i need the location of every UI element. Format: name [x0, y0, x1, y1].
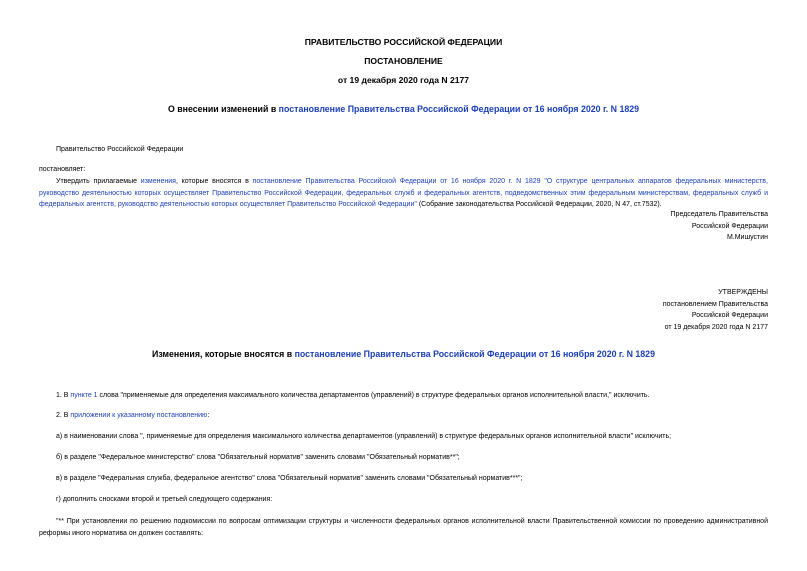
- item-2-text-b: :: [207, 412, 210, 419]
- approved-country: Российской Федерации: [691, 312, 768, 320]
- document-title: [0, 104, 807, 114]
- changes-link[interactable]: изменения: [140, 178, 176, 185]
- item-v: в) в разделе "Федеральная служба, федеральное агентство" слова "Обязательный норматив" заменить словами "Обязательный норматив***";: [56, 475, 523, 482]
- changes-title: [0, 349, 807, 359]
- title-resolution-link[interactable]: постановление Правительства Российской Федерации от 16 ноября 2020 г. N 1829: [278, 104, 640, 114]
- approved-by: постановлением Правительства: [662, 300, 768, 308]
- document-date-number: от 19 декабря 2020 года N 2177: [337, 75, 470, 85]
- government-heading: ПРАВИТЕЛЬСТВО РОССИЙСКОЙ ФЕДЕРАЦИИ: [304, 37, 503, 47]
- approved-date: от 19 декабря 2020 года N 2177: [664, 323, 768, 331]
- item-2-text-a: 2. В: [56, 412, 71, 419]
- main-paragraph: [39, 176, 768, 211]
- changes-title-prefix: Изменения, которые вносятся в: [152, 349, 295, 359]
- signature-country: Российской Федерации: [691, 222, 768, 230]
- signature-position: Председатель Правительства: [670, 211, 768, 218]
- footnote-paragraph: "** При установлении по решению подкомиссии по вопросам оптимизации структуры и численности федеральных органов исполнительной власти Правительственной комиссии по проведению административной реформы иного норматива он должен составлять:: [39, 518, 768, 537]
- signature-name: М.Мишустин: [726, 234, 768, 242]
- main-paragraph-text-b: , которые вносятся в: [175, 178, 253, 185]
- item-2: [56, 410, 209, 422]
- item-1-text-b: слова "применяемые для определения максимального количества департаментов (управлений) в структуре федеральных органов исполнительной власти," исключить.: [97, 392, 650, 399]
- item-b: б) в разделе "Федеральное министерство" слова "Обязательный норматив" заменить словами "Обязательный норматив**";: [56, 454, 460, 461]
- document-type-heading: ПОСТАНОВЛЕНИЕ: [364, 56, 443, 66]
- changes-title-link[interactable]: постановление Правительства Российской Федерации от 16 ноября 2020 г. N 1829: [294, 349, 655, 359]
- decides-line: постановляет:: [39, 166, 86, 173]
- signature-block: [671, 209, 768, 244]
- title-prefix: О внесении изменений в: [167, 104, 279, 114]
- government-line: Правительство Российской Федерации: [56, 146, 184, 153]
- item-1-text-a: 1. В: [56, 392, 71, 399]
- approved-block: [663, 287, 768, 333]
- approved-label: УТВЕРЖДЕНЫ: [718, 289, 768, 296]
- main-paragraph-text-c: (Собрание законодательства Российской Федерации, 2020, N 47, ст.7532).: [416, 201, 662, 209]
- item-1-link[interactable]: пункте 1: [70, 392, 98, 399]
- item-1: [56, 390, 650, 402]
- resolution-1829-link[interactable]: постановление Правительства Российской Федерации от 16 ноября 2020 г. N 1829 "О структуре центральных аппаратов федеральных министерств, руководство деятельностью которых осуществляет Правительство Российской Федерации, федеральных служб и федеральных агентств, подведомственных этим федеральным министерствам, федеральных служб и федеральных агентств, руководство деятельностью которых осуществляет Правительство Российской Федерации": [39, 178, 768, 209]
- item-g: г) дополнить сносками второй и третьей следующего содержания:: [56, 496, 273, 503]
- item-2-link[interactable]: приложении к указанному постановлению: [70, 412, 208, 419]
- main-paragraph-text-a: Утвердить прилагаемые: [56, 178, 141, 185]
- item-a: а) в наименовании слова ", применяемые для определения максимального количества департаментов (управлений) в структуре федеральных органов исполнительной власти" исключить;: [56, 433, 672, 440]
